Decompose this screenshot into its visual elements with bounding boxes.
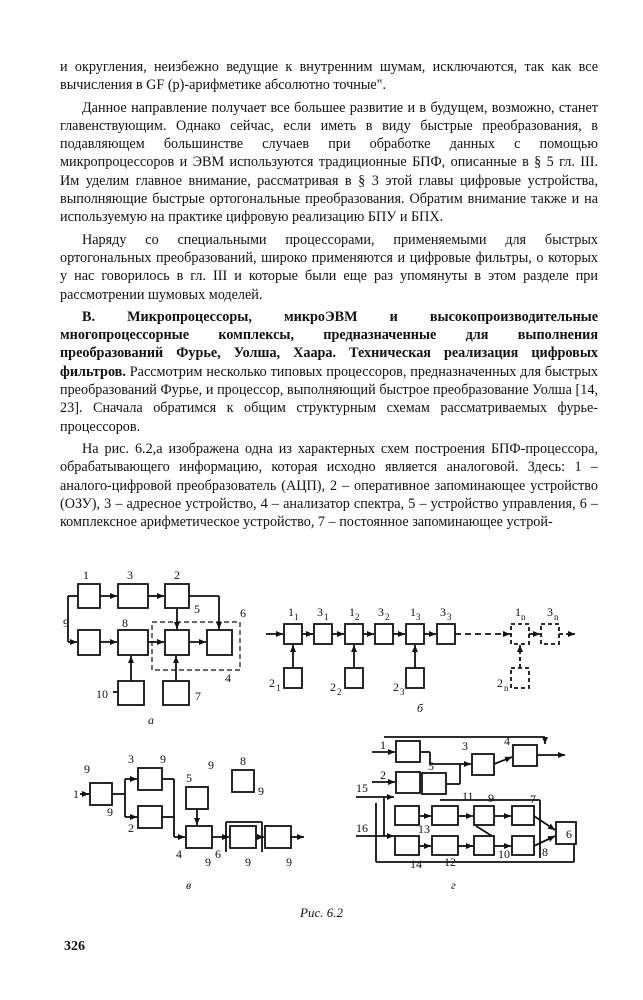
g-label: 3	[462, 739, 468, 753]
b-index: 2	[355, 612, 360, 622]
b-index: 3	[416, 612, 421, 622]
page-number: 326	[64, 939, 85, 954]
b-label: 2	[269, 676, 275, 690]
g-label: 11	[462, 789, 474, 803]
b-label: 1	[349, 605, 355, 619]
paragraph-1: и округления, неизбежно ведущие к внутренним шумам, исключаются, так как все вычисления в GF (p)-арифметике абсолютно точные".	[60, 59, 598, 94]
v-label: 6	[215, 847, 221, 861]
b-label: 3	[317, 605, 323, 619]
b-label: 3	[440, 605, 446, 619]
figure-labels	[63, 568, 572, 892]
section-heading: В. Микропроцессоры, микроЭВМ и высокопроизводительные многопроцессорные комплексы, предназначенные для выполнения преобразований Фурье, Уолша, Хаара. Техническая реализация цифровых фильтров.	[60, 308, 598, 380]
b-label: 1	[515, 605, 521, 619]
b-index: 3	[400, 687, 405, 697]
figure-caption: Рис. 6.2	[300, 905, 343, 920]
v-label: 9	[286, 855, 292, 869]
g-label: 15	[356, 781, 368, 795]
b-index: 3	[447, 612, 452, 622]
v-label: 3	[128, 752, 134, 766]
g-label: 7	[530, 792, 536, 806]
b-index: n	[554, 612, 559, 622]
g-label: 5	[428, 759, 434, 773]
a-label: 8	[122, 616, 128, 630]
a-label: 9	[63, 616, 69, 630]
paragraph-2: Данное направление получает все большее развитие и в будущем, возможно, станет главенствующим. Однако сейчас, если иметь в виду быстрые преобразования, в подавляющем большинстве случаев при обработке данных с помощью микропроцессоров и ЭВМ используются традиционные БПФ, описанные в § 5 гл. III. Им уделим главное внимание, рассматривая в § 3 этой главы цифровые устройства, выполняющие быстрые ортогональные преобразования. Обратим внимание также и на используемую на практике цифровую реализацию БПУ и БПХ.	[60, 99, 598, 226]
b-sublabel: б	[417, 701, 424, 715]
v-label: 2	[128, 821, 134, 835]
a-label: 5	[194, 602, 200, 616]
a-label: 6	[240, 606, 246, 620]
b-label: 2	[330, 680, 336, 694]
diagram-v	[80, 768, 304, 852]
g-label: 4	[504, 734, 510, 748]
g-label: 12	[444, 855, 456, 869]
b-index: n	[504, 683, 509, 693]
a-label: 2	[174, 568, 180, 582]
g-label: 14	[410, 857, 422, 871]
v-label: 9	[208, 758, 214, 772]
a-label: 4	[225, 671, 231, 685]
b-index: n	[521, 612, 526, 622]
paragraph-4-body: Рассмотрим несколько типовых процессоров, предназначенных для быстрых преобразований Фурье, и процессор, выполняющий быстрое преобразование Уолша [14, 23]. Сначала обратимся к общим структурным схемам рассматриваемых фурье-процессоров.	[60, 363, 598, 435]
g-label: 9	[488, 791, 494, 805]
b-label: 1	[410, 605, 416, 619]
b-index: 1	[276, 683, 281, 693]
v-label: 1	[73, 787, 79, 801]
g-label: 16	[356, 821, 368, 835]
b-label: 2	[497, 676, 503, 690]
v-label: 9	[205, 855, 211, 869]
b-index: 2	[337, 687, 342, 697]
v-label: 4	[176, 847, 182, 861]
diagram-a	[68, 584, 240, 705]
g-label: 13	[418, 822, 430, 836]
a-label: 1	[83, 568, 89, 582]
g-sublabel: г	[451, 878, 456, 892]
a-sublabel: а	[148, 713, 154, 727]
b-label: 2	[393, 680, 399, 694]
b-label: 3	[547, 605, 553, 619]
b-label: 1	[288, 605, 294, 619]
b-index: 1	[324, 612, 329, 622]
g-label: 8	[542, 845, 548, 859]
diagram-b	[266, 624, 575, 688]
v-label: 5	[186, 771, 192, 785]
v-label: 9	[84, 762, 90, 776]
g-label: 10	[498, 847, 510, 861]
paragraph-5: На рис. 6.2,а изображена одна из характерных схем построения БПФ-процессора, обрабатывающего информацию, которая исходно является аналоговой. Здесь: 1 – аналого-цифровой преобразователь (АЦП), 2 – оперативное запоминающее устройство (ОЗУ), 3 – адресное устройство, 4 – анализатор спектра, 5 – устройство управления, 6 – комплексное арифметическое устройство, 7 – постоянное запоминающее устрой-	[60, 440, 598, 531]
paragraph-3: Наряду со специальными процессорами, применяемыми для быстрых ортогональных преобразований, широко применяются и цифровые фильтры, о которых у нас говорилось в гл. III и которые были еще раз упомянуты в этом разделе при рассмотрении шумовых моделей.	[60, 231, 598, 303]
v-label: 9	[258, 784, 264, 798]
g-label: 6	[566, 827, 572, 841]
a-label: 10	[96, 687, 108, 701]
b-index: 1	[294, 612, 299, 622]
a-label: 3	[127, 568, 133, 582]
v-label: 9	[245, 855, 251, 869]
a-label: 7	[195, 689, 201, 703]
b-index: 2	[385, 612, 390, 622]
v-label: 9	[107, 805, 113, 819]
b-label: 3	[378, 605, 384, 619]
v-sublabel: в	[186, 878, 192, 892]
v-label: 9	[160, 752, 166, 766]
g-label: 2	[380, 768, 386, 782]
v-label: 8	[240, 754, 246, 768]
g-label: 1	[380, 738, 386, 752]
